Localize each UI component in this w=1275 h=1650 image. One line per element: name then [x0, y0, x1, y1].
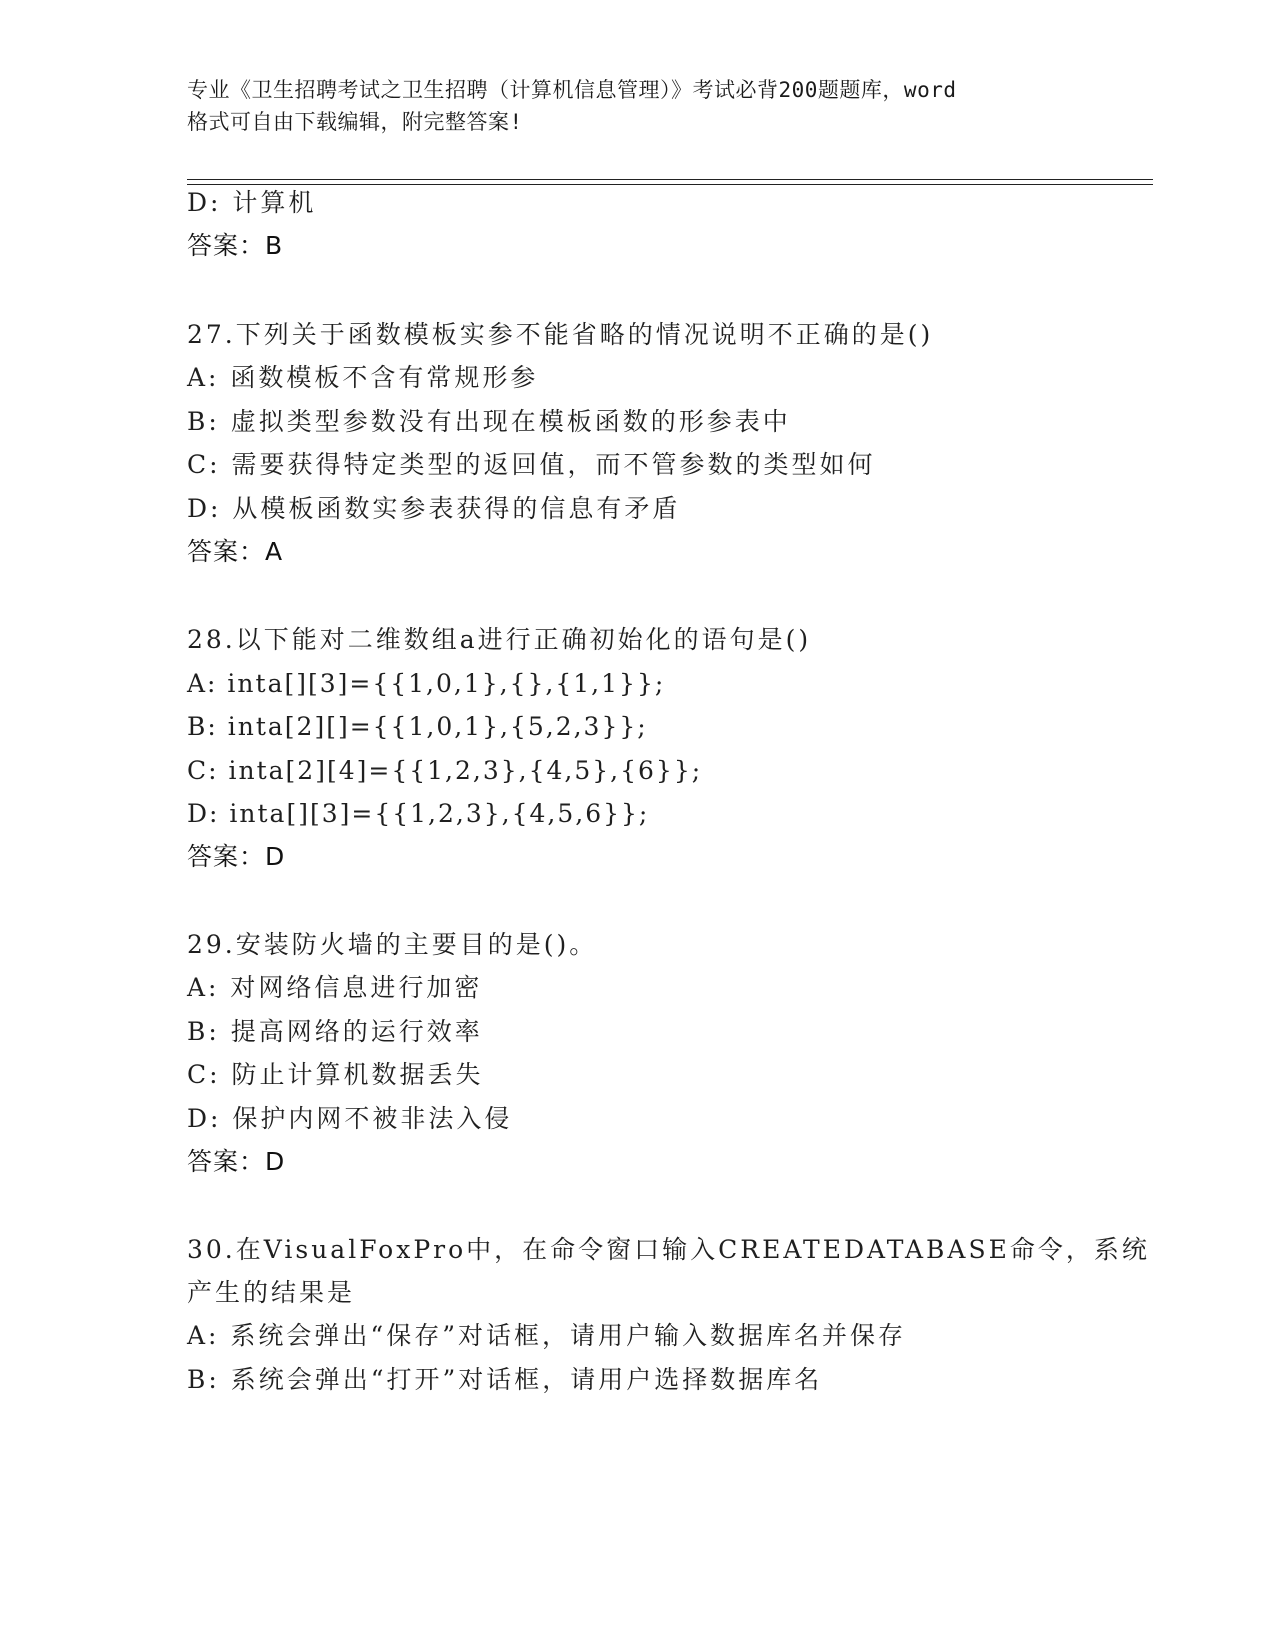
q27-option-c: C: 需要获得特定类型的返回值，而不管参数的类型如何 [187, 450, 876, 479]
question-29: 29.安装防火墙的主要目的是()。 [187, 930, 598, 959]
q29-option-b: B: 提高网络的运行效率 [187, 1017, 483, 1046]
q30-option-b: B: 系统会弹出“打开”对话框，请用户选择数据库名 [187, 1365, 823, 1394]
document-header [187, 74, 1087, 138]
q29-answer: 答案：D [187, 1147, 286, 1176]
q28-option-d: D: inta[][3]={{1,2,3},{4,5,6}}; [187, 799, 650, 828]
question-28: 28.以下能对二维数组a进行正确初始化的语句是() [187, 625, 812, 654]
q27-option-d: D: 从模板函数实参表获得的信息有矛盾 [187, 494, 681, 523]
q27-answer: 答案：A [187, 537, 284, 566]
prev-option-d: D: 计算机 [187, 188, 317, 217]
q28-option-b: B: inta[2][]={{1,0,1},{5,2,3}}; [187, 712, 648, 741]
question-30-line-1: 30.在VisualFoxPro中，在命令窗口输入CREATEDATABASE命令，系统 [187, 1235, 1150, 1264]
q28-option-a: A: inta[][3]={{1,0,1},{},{1,1}}; [187, 669, 666, 698]
header-line-2: 格式可自由下载编辑，附完整答案! [187, 110, 523, 134]
q30-option-a: A: 系统会弹出“保存”对话框，请用户输入数据库名并保存 [187, 1321, 906, 1350]
question-27: 27.下列关于函数模板实参不能省略的情况说明不正确的是() [187, 320, 934, 349]
q28-answer: 答案：D [187, 842, 286, 871]
q29-option-c: C: 防止计算机数据丢失 [187, 1060, 484, 1089]
header-divider-bottom [187, 184, 1153, 185]
q27-option-a: A: 函数模板不含有常规形参 [187, 363, 539, 392]
header-line-1: 专业《卫生招聘考试之卫生招聘（计算机信息管理）》考试必背200题题库，word [187, 78, 957, 102]
question-30-line-2: 产生的结果是 [187, 1278, 356, 1307]
q28-option-c: C: inta[2][4]={{1,2,3},{4,5},{6}}; [187, 756, 703, 785]
q27-option-b: B: 虚拟类型参数没有出现在模板函数的形参表中 [187, 407, 791, 436]
q29-option-a: A: 对网络信息进行加密 [187, 973, 483, 1002]
prev-answer: 答案：B [187, 231, 284, 260]
header-divider-top [187, 179, 1153, 180]
q29-option-d: D: 保护内网不被非法入侵 [187, 1104, 513, 1133]
